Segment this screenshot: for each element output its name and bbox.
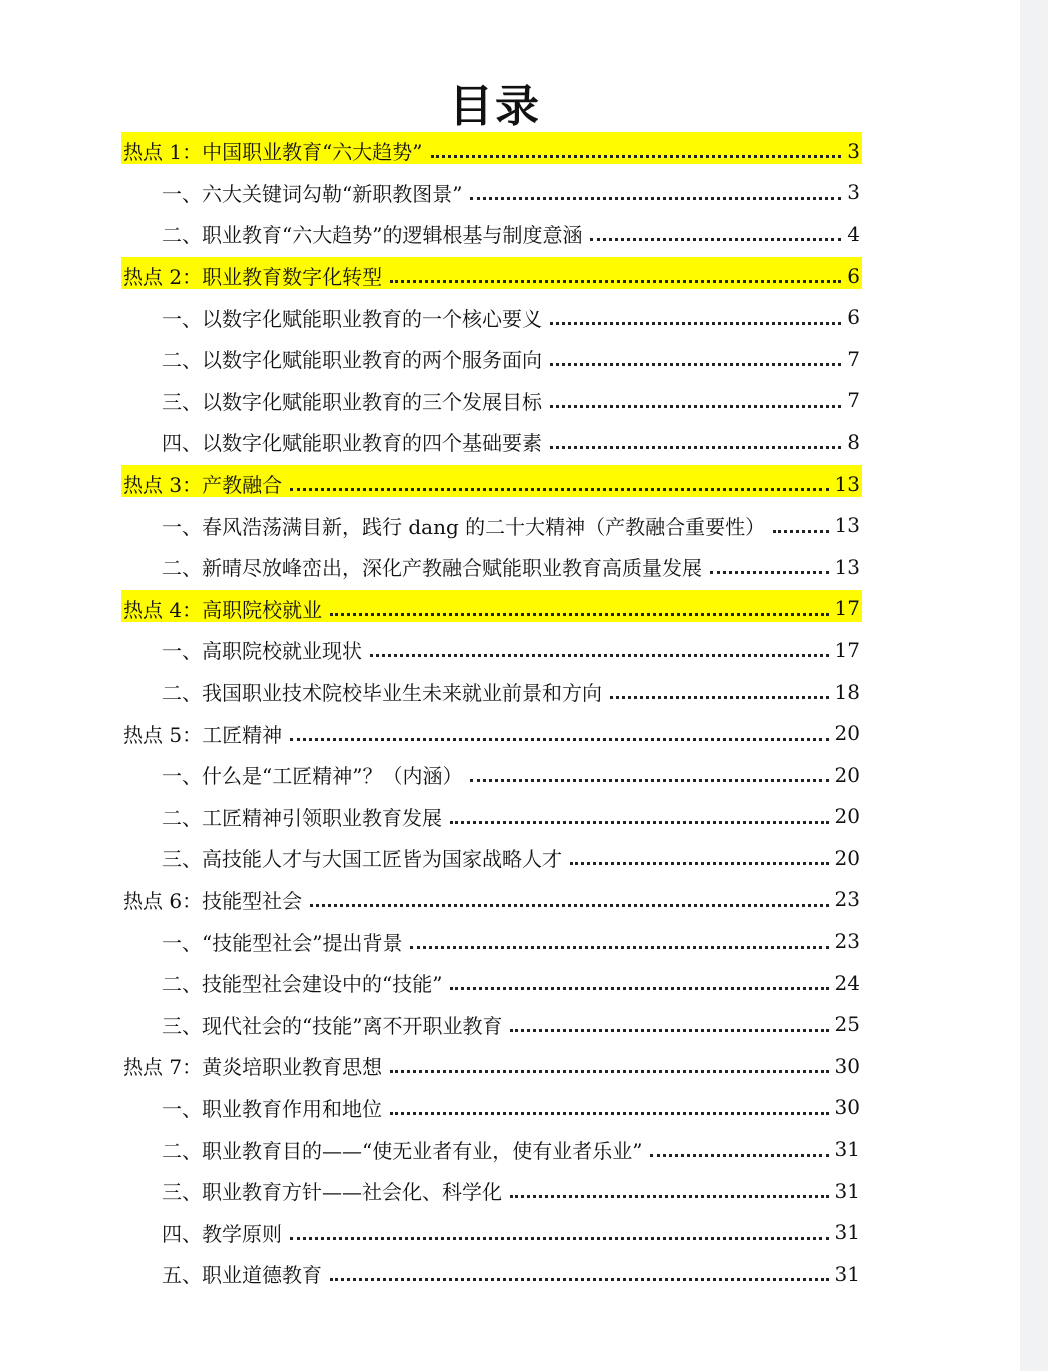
toc-entry-label: 一、六大关键词勾勒“新职教图景” xyxy=(162,181,463,206)
toc-page-number: 30 xyxy=(834,1053,860,1078)
dot-leader xyxy=(550,302,841,325)
toc-subsection-entry[interactable] xyxy=(0,1253,860,1295)
toc-entry-label: 一、什么是“工匠精神”？（内涵） xyxy=(162,764,463,789)
toc-subsection-entry[interactable] xyxy=(0,671,860,713)
toc-entry-label: 一、职业教育作用和地位 xyxy=(162,1096,382,1121)
toc-page-number: 7 xyxy=(847,346,860,371)
toc-subsection-entry[interactable] xyxy=(0,380,860,422)
toc-entry-label: 热点 1：中国职业教育“六大趋势” xyxy=(123,140,423,165)
toc-subsection-entry[interactable] xyxy=(0,754,860,796)
toc-subsection-entry[interactable] xyxy=(0,546,860,588)
toc-subsection-entry[interactable] xyxy=(0,920,860,962)
dot-leader xyxy=(450,801,829,824)
dot-leader xyxy=(370,634,829,657)
toc-entry-label: 五、职业道德教育 xyxy=(162,1263,322,1288)
toc-section-entry[interactable] xyxy=(0,588,860,630)
toc-entry-label: 热点 2：职业教育数字化转型 xyxy=(123,265,383,290)
dot-leader xyxy=(590,218,841,241)
toc-entry-label: 二、我国职业技术院校毕业生未来就业前景和方向 xyxy=(162,681,602,706)
toc-subsection-entry[interactable] xyxy=(0,796,860,838)
toc-subsection-entry[interactable] xyxy=(0,421,860,463)
toc-entry-label: 三、现代社会的“技能”离不开职业教育 xyxy=(162,1013,503,1038)
dot-leader xyxy=(773,510,828,533)
toc-entry-label: 四、教学原则 xyxy=(162,1221,282,1246)
toc-page-number: 7 xyxy=(847,388,860,413)
toc-subsection-entry[interactable] xyxy=(0,296,860,338)
toc-page-number: 23 xyxy=(834,887,860,912)
dot-leader xyxy=(550,426,841,449)
dot-leader xyxy=(330,593,828,616)
toc-entry-label: 热点 3：产教融合 xyxy=(123,473,283,498)
dot-leader xyxy=(710,551,829,574)
dot-leader xyxy=(570,842,829,865)
toc-subsection-entry[interactable] xyxy=(0,1211,860,1253)
toc-entry-label: 二、职业教育目的——“使无业者有业，使有业者乐业” xyxy=(162,1138,643,1163)
dot-leader xyxy=(410,926,828,949)
toc-page-number: 8 xyxy=(847,429,860,454)
toc-page-number: 23 xyxy=(834,929,860,954)
toc-page-number: 20 xyxy=(834,762,860,787)
dot-leader xyxy=(510,1009,828,1032)
toc-entry-label: 二、以数字化赋能职业教育的两个服务面向 xyxy=(162,348,542,373)
toc-page-number: 31 xyxy=(834,1137,860,1162)
toc-entry-label: 一、春风浩荡满目新，践行 dang 的二十大精神（产教融合重要性） xyxy=(162,514,766,539)
toc-entry-label: 二、职业教育“六大趋势”的逻辑根基与制度意涵 xyxy=(162,223,583,248)
toc-page-number: 25 xyxy=(834,1012,860,1037)
toc-entry-label: 三、高技能人才与大国工匠皆为国家战略人才 xyxy=(162,847,562,872)
toc-page-number: 13 xyxy=(834,471,860,496)
toc-page-number: 24 xyxy=(834,970,860,995)
toc-section-entry[interactable] xyxy=(0,1045,860,1087)
toc-page-number: 6 xyxy=(847,263,860,288)
dot-leader xyxy=(390,1092,829,1115)
toc-subsection-entry[interactable] xyxy=(0,1128,860,1170)
dot-leader xyxy=(470,177,841,200)
toc-entry-label: 四、以数字化赋能职业教育的四个基础要素 xyxy=(162,431,542,456)
dot-leader xyxy=(290,1217,829,1240)
toc-page-number: 17 xyxy=(834,596,860,621)
toc-page-number: 6 xyxy=(847,305,860,330)
toc-entry-label: 热点 4：高职院校就业 xyxy=(123,597,323,622)
toc-subsection-entry[interactable] xyxy=(0,1170,860,1212)
toc-entry-label: 热点 7：黄炎培职业教育思想 xyxy=(123,1055,383,1080)
toc-entry-label: 热点 5：工匠精神 xyxy=(123,722,283,747)
toc-entry-label: 一、以数字化赋能职业教育的一个核心要义 xyxy=(162,306,542,331)
dot-leader xyxy=(510,1175,829,1198)
side-strip xyxy=(1020,0,1048,1371)
toc-page-number: 13 xyxy=(834,554,860,579)
toc-section-entry[interactable] xyxy=(0,255,860,297)
toc-page-number: 18 xyxy=(834,679,860,704)
toc-subsection-entry[interactable] xyxy=(0,1003,860,1045)
toc-page-number: 3 xyxy=(847,138,860,163)
dot-leader xyxy=(450,967,828,990)
toc-title: 目录 xyxy=(449,81,541,132)
toc-section-entry[interactable] xyxy=(0,463,860,505)
toc-entry-label: 热点 6：技能型社会 xyxy=(123,888,303,913)
toc-subsection-entry[interactable] xyxy=(0,172,860,214)
dot-leader xyxy=(610,676,829,699)
dot-leader xyxy=(290,468,828,491)
toc-subsection-entry[interactable] xyxy=(0,504,860,546)
toc-entry-label: 二、工匠精神引领职业教育发展 xyxy=(162,805,442,830)
dot-leader xyxy=(310,884,828,907)
toc-page-number: 31 xyxy=(834,1220,860,1245)
toc-entry-label: 一、高职院校就业现状 xyxy=(162,639,362,664)
toc-subsection-entry[interactable] xyxy=(0,629,860,671)
toc-entry-label: 三、以数字化赋能职业教育的三个发展目标 xyxy=(162,389,542,414)
toc-list xyxy=(0,130,1020,1295)
dot-leader xyxy=(650,1134,828,1157)
dot-leader xyxy=(390,260,841,283)
toc-entry-label: 二、新晴尽放峰峦出，深化产教融合赋能职业教育高质量发展 xyxy=(162,556,702,581)
toc-subsection-entry[interactable] xyxy=(0,1087,860,1129)
toc-entry-label: 三、职业教育方针——社会化、科学化 xyxy=(162,1180,502,1205)
toc-subsection-entry[interactable] xyxy=(0,213,860,255)
toc-subsection-entry[interactable] xyxy=(0,338,860,380)
toc-page-number: 30 xyxy=(834,1095,860,1120)
dot-leader xyxy=(550,385,841,408)
toc-page-number: 4 xyxy=(847,221,860,246)
toc-section-entry[interactable] xyxy=(0,712,860,754)
dot-leader xyxy=(290,718,828,741)
dot-leader xyxy=(550,343,841,366)
toc-page-number: 20 xyxy=(834,721,860,746)
toc-entry-label: 二、技能型社会建设中的“技能” xyxy=(162,972,443,997)
dot-leader xyxy=(470,759,828,782)
dot-leader xyxy=(330,1258,829,1281)
dot-leader xyxy=(431,135,842,158)
toc-page-number: 17 xyxy=(834,637,860,662)
toc-page-number: 31 xyxy=(834,1178,860,1203)
toc-page-number: 13 xyxy=(834,513,860,538)
toc-page-number: 31 xyxy=(834,1261,860,1286)
toc-subsection-entry[interactable] xyxy=(0,962,860,1004)
toc-section-entry[interactable] xyxy=(0,879,860,921)
toc-page-number: 20 xyxy=(834,804,860,829)
toc-section-entry[interactable] xyxy=(0,130,860,172)
toc-entry-label: 一、“技能型社会”提出背景 xyxy=(162,930,403,955)
toc-page-number: 3 xyxy=(847,180,860,205)
toc-subsection-entry[interactable] xyxy=(0,837,860,879)
toc-page-number: 20 xyxy=(834,845,860,870)
dot-leader xyxy=(390,1050,828,1073)
